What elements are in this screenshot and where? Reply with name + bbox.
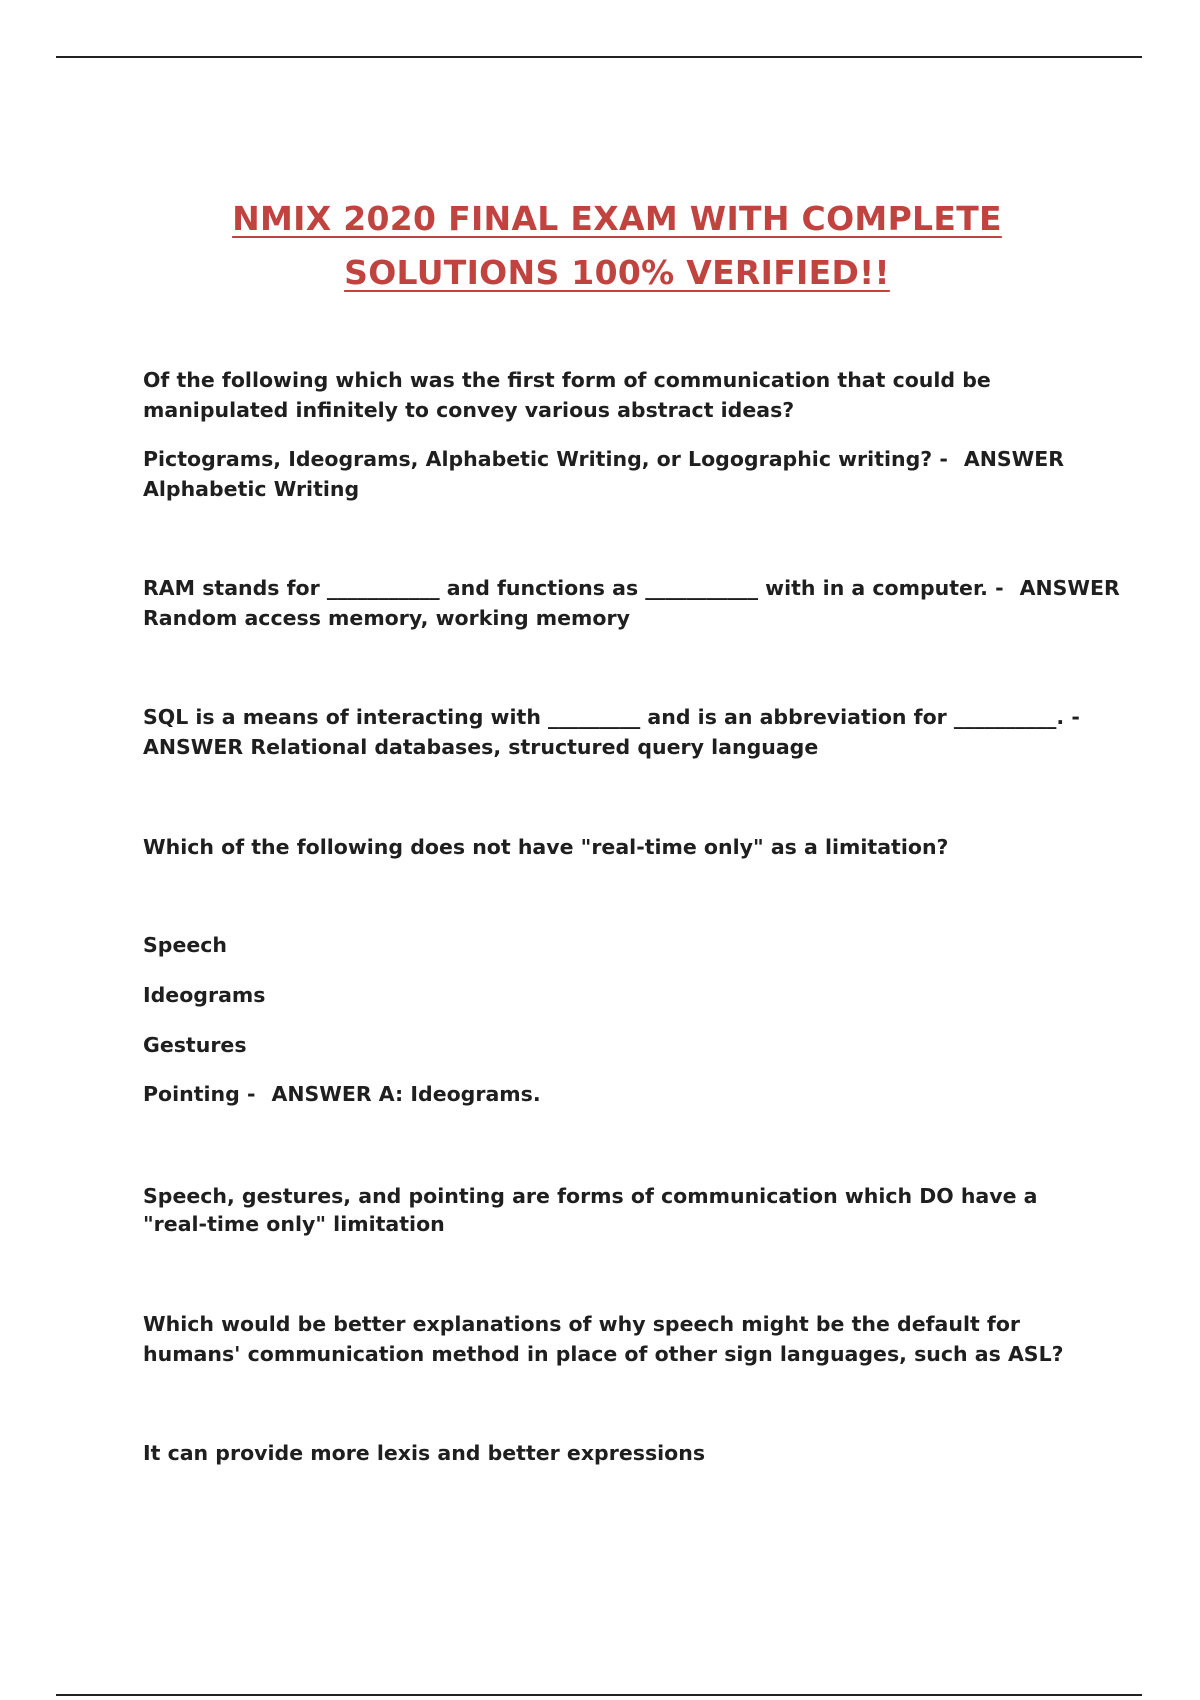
question-1-options: Pictograms, Ideograms, Alphabetic Writing, or Logographic writing? -: [143, 447, 948, 471]
question-3-answer: ANSWER Relational databases, structured query language: [143, 735, 819, 759]
question-1-options-line: [143, 444, 1103, 474]
question-2-line: [143, 573, 1120, 603]
question-2-question: RAM stands for ___________ and functions as ___________ with in a computer. -: [143, 576, 1004, 600]
question-2-answer-label: ANSWER: [1019, 576, 1120, 600]
question-4-option-ideograms: Ideograms: [143, 983, 266, 1007]
note-real-time-limitation: Speech, gestures, and pointing are forms of communication which DO have a "real-time only" limitation: [143, 1184, 1038, 1236]
top-rule: [56, 56, 1142, 58]
question-1-answer-label: ANSWER: [963, 447, 1065, 471]
question-4-option-gestures: Gestures: [143, 1033, 247, 1057]
question-5-question: Which would be better explanations of why speech might be the default for humans' communication method in place of other sign languages, such as ASL?: [143, 1312, 1064, 1366]
question-2-block: [143, 573, 1120, 633]
question-1-block: [143, 444, 1103, 504]
question-3-block: [143, 702, 1103, 762]
title-line-2: SOLUTIONS 100% VERIFIED!!: [344, 253, 890, 292]
question-4-option-pointing-line: [143, 1079, 1103, 1109]
question-3-question: SQL is a means of interacting with _________ and is an abbreviation for __________. -: [143, 705, 1080, 729]
question-4-option-speech: Speech: [143, 933, 227, 957]
question-5-statement: It can provide more lexis and better expressions: [143, 1441, 706, 1465]
question-4-answer: ANSWER A: Ideograms.: [271, 1082, 541, 1106]
question-1-prompt: Of the following which was the first form of communication that could be manipulated infinitely to convey various abstract ideas?: [143, 368, 991, 422]
question-4-option-pointing: Pointing -: [143, 1082, 256, 1106]
page-title: [0, 192, 1200, 300]
question-4-question: Which of the following does not have "real-time only" as a limitation?: [143, 835, 949, 859]
title-line-1: NMIX 2020 FINAL EXAM WITH COMPLETE: [232, 199, 1002, 238]
question-2-answer: Random access memory, working memory: [143, 606, 630, 630]
bottom-rule: [56, 1694, 1142, 1696]
question-1-answer: Alphabetic Writing: [143, 477, 360, 501]
